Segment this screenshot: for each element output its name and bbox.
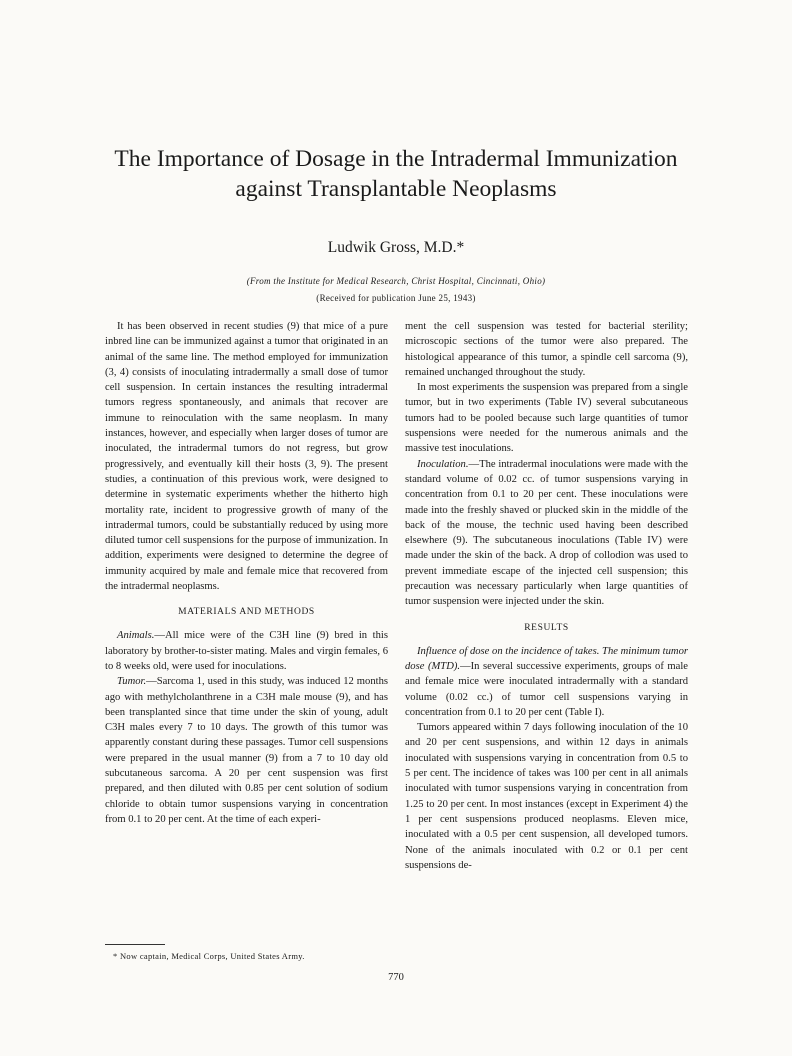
author-name: Ludwik Gross, M.D.* — [327, 239, 465, 256]
continuation-paragraph: ment the cell suspension was tested for bacterial sterility; microscopic sections of the tumor were also prepared. The histological appearance of this tumor, a spindle cell sarcoma (9), remained unchanged throughout the study. — [405, 321, 688, 378]
tumors-paragraph: Tumors appeared within 7 days following inoculation of the 10 and 20 per cent suspensions, and within 12 days in animals inoculated with suspensions varying in concentration from 0.5 to 5 per cent. The incidence of takes was 100 per cent in all animals inoculated with tumor suspensions varying in concentration from 1.25 to 20 per cent. In most instances (except in Experiment 4) the 1 per cent suspensions produced neoplasms. Eleven mice, inoculated with a 0.5 per cent suspension, all developed tumors. None of the animals inoculated with 0.2 or 0.1 per cent suspensions de- — [405, 722, 688, 871]
right-column — [405, 319, 688, 873]
influence-lead: Influence of dose on the incidence of takes. The minimum tumor dose (MTD). — [405, 645, 688, 672]
inoculation-lead: Inoculation. — [417, 458, 469, 470]
tumor-lead: Tumor. — [117, 676, 147, 688]
heading-materials-methods: MATERIALS AND METHODS — [178, 607, 315, 618]
pooling-paragraph: In most experiments the suspension was prepared from a single tumor, but in two experiments (Table IV) several subcutaneous tumors had to be pooled because such large quantities of tumor suspensions were needed for the numerous animals and the massive test inoculations. — [405, 382, 688, 455]
heading-results: RESULTS — [524, 622, 569, 633]
animals-text: —All mice were of the C3H line (9) bred in this laboratory by brother-to-sister mating. Males and virgin females, 6 to 8 weeks old, were used for inoculations. — [105, 630, 388, 672]
footnote-divider — [105, 944, 165, 945]
inoculation-paragraph — [405, 457, 688, 610]
article-title: The Importance of Dosage in the Intradermal Immunization against Transplantable Neoplasms — [114, 146, 678, 202]
tumor-text: —Sarcoma 1, used in this study, was induced 12 months ago with methylcholanthrene in a C3H male mouse (9), and has been transplanted since that time under the skin of young, adult C3H males every 7 to 10 days. The growth of this tumor was apparently constant during these passages. Tumor cell suspensions were prepared in the usual manner (9) from a 7 to 10 day old subcutaneous sarcoma. A 20 per cent suspension was first prepared, and then diluted with 0.85 per cent solution of sodium chloride to obtain tumor suspensions varying in concentration from 0.1 to 20 per cent. At the time of each experi- — [105, 676, 388, 825]
inoculation-text: —The intradermal inoculations were made with the standard volume of 0.02 cc. of tumor suspensions varying in concentration from 0.1 to 20 per cent. These inoculations were made into the freshly shaved or plucked skin in the middle of the back of the mouse, the technic used having been described elsewhere (9). The subcutaneous inoculations (Table IV) were made under the skin of the back. A drop of collodion was used to prevent immediate escape of the injected cell suspension; this precaution was necessary particularly when large quantities of tumor suspension were injected under the skin. — [405, 458, 688, 608]
animals-paragraph — [105, 628, 388, 674]
left-column — [105, 319, 388, 827]
intro-paragraph: It has been observed in recent studies (9) that mice of a pure inbred line can be immunized against a tumor that originated in an animal of the same line. The method employed for immunization (3, 4) consists of inoculating intradermally a small dose of tumor cell suspension. In certain instances the resulting intradermal tumors regress spontaneously, and animals that recover are immune to reinoculation with the same neoplasm. In many instances, however, and especially when larger doses of tumor are inoculated, the intradermal tumors do not regress, but grow progressively, and eventually kill their hosts (3, 9). The present studies, a continuation of this previous work, were designed to determine in systematic experiments whether the hitherto high mortality rate, incident to progressive growth of many of the intradermal tumors, could be substantially reduced by using more diluted tumor cell suspensions for the purpose of immunization. In addition, experiments were designed to determine the degree of immunity acquired by male and female mice that recovered from the intradermal neoplasms. — [105, 321, 388, 593]
affiliation: (From the Institute for Medical Research, Christ Hospital, Cincinnati, Ohio) — [246, 276, 546, 286]
received-date: (Received for publication June 25, 1943) — [316, 293, 476, 303]
influence-text: —In several successive experiments, groups of male and female mice were inoculated intradermally with a standard volume (0.02 cc.) of tumor cell suspensions varying in concentration from 0.1 to 20 per cent (Table I). — [405, 660, 688, 718]
tumor-paragraph — [105, 674, 388, 827]
page-number: 770 — [388, 972, 404, 983]
influence-paragraph — [405, 644, 688, 720]
footnote: * Now captain, Medical Corps, United States Army. — [113, 951, 305, 961]
animals-lead: Animals. — [117, 630, 155, 642]
